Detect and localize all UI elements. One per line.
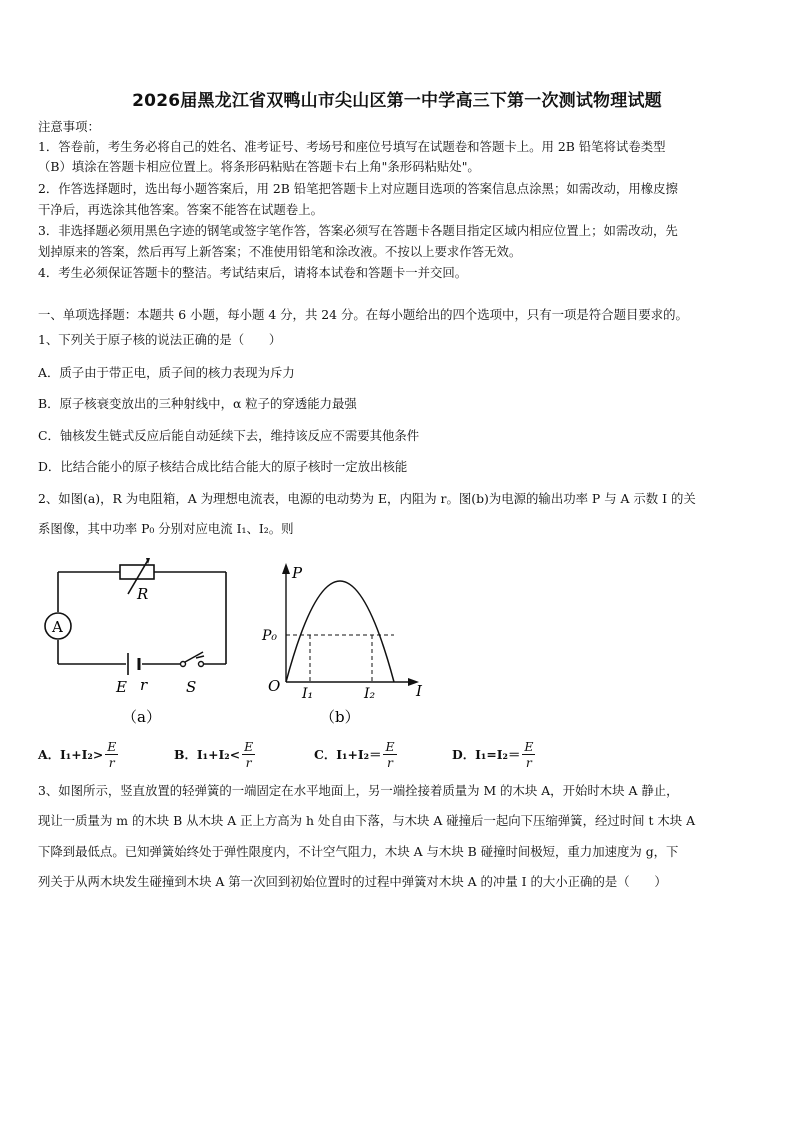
q2-stem-line1: 2、如图(a)，R 为电阻箱，A 为理想电流表，电源的电动势为 E，内阻为 r。图(b)为电源的输出功率 P 与 A 示数 I 的关	[38, 491, 696, 506]
q3-line: 列关于从两木块发生碰撞到木块 A 第一次回到初始位置时的过程中弹簧对木块 A 的冲量 I 的大小正确的是（ ）	[38, 874, 667, 889]
q1-option-b: B．原子核衰变放出的三种射线中，α 粒子的穿透能力最强	[38, 396, 357, 411]
q2-stem-line2: 系图像，其中功率 P₀ 分别对应电流 I₁、I₂。则	[38, 521, 294, 536]
power-curve	[286, 581, 394, 682]
switch-label: S	[186, 678, 197, 696]
x-axis-label: I	[416, 682, 422, 700]
option-label: D．I₁=I₂＝	[452, 747, 521, 762]
q2-options	[38, 734, 760, 774]
internal-resistance-label: r	[140, 676, 148, 694]
switch-symbol	[181, 652, 204, 667]
fraction-denominator: r	[108, 754, 115, 770]
p0-label: P₀	[262, 628, 278, 644]
notice-line: 4．考生必须保证答题卡的整洁。考试结束后，请将本试卷和答题卡一并交回。	[38, 265, 468, 280]
page-title: 2026届黑龙江省双鸭山市尖山区第一中学高三下第一次测试物理试题	[132, 91, 662, 111]
fraction-numerator: E	[244, 738, 254, 754]
notice-line: （B）填涂在答题卡相应位置上。将条形码粘贴在答题卡右上角"条形码粘贴处"。	[38, 159, 480, 174]
option-label: A．I₁+I₂>	[38, 747, 104, 762]
q3-line: 现让一质量为 m 的木块 B 从木块 A 正上方高为 h 处自由下落，与木块 A 碰撞后一起向下压缩弹簧，经过时间 t 木块 A	[38, 813, 696, 828]
notice-line: 3．非选择题必须用黑色字迹的钢笔或签字笔作答，答案必须写在答题卡各题目指定区域内相应位置上；如需改动，先	[38, 223, 678, 238]
notice-line: 1．答卷前，考生务必将自己的姓名、准考证号、考场号和座位号填写在试题卷和答题卡上。用 2B 铅笔将试卷类型	[38, 139, 666, 154]
section-heading: 一、单项选择题：本题共 6 小题，每小题 4 分，共 24 分。在每小题给出的四个选项中，只有一项是符合题目要求的。	[38, 307, 688, 322]
q1-stem: 1、下列关于原子核的说法正确的是（ ）	[38, 332, 282, 347]
fraction	[242, 739, 255, 770]
fraction	[105, 739, 118, 770]
emf-label: E	[116, 678, 127, 696]
notice-heading: 注意事项：	[38, 119, 100, 134]
fraction	[383, 739, 396, 770]
y-axis-arrow-icon	[282, 563, 290, 574]
fraction-numerator: E	[385, 738, 395, 754]
i1-label: I₁	[302, 686, 314, 702]
q2-option-c	[314, 734, 397, 774]
q3-line: 下降到最低点。已知弹簧始终处于弹性限度内，不计空气阻力，木块 A 与木块 B 碰撞时间极短，重力加速度为 g，下	[38, 844, 679, 859]
origin-label: O	[268, 677, 281, 695]
option-label: C．I₁+I₂＝	[314, 747, 382, 762]
resistor-label: R	[137, 585, 149, 603]
fraction-numerator: E	[107, 738, 117, 754]
notice-line: 2．作答选择题时，选出每小题答案后，用 2B 铅笔把答题卡上对应题目选项的答案信息点涂黑；如需改动，用橡皮擦	[38, 181, 678, 196]
y-axis-label: P	[292, 564, 303, 582]
q1-option-c: C．铀核发生链式反应后能自动延续下去，维持该反应不需要其他条件	[38, 428, 420, 443]
q2-option-b	[174, 734, 255, 774]
power-current-graph	[258, 560, 428, 728]
option-label: B．I₁+I₂<	[174, 747, 241, 762]
q1-option-d: D．比结合能小的原子核结合成比结合能大的原子核时一定放出核能	[38, 459, 408, 474]
fraction-denominator: r	[245, 754, 252, 770]
q3-line: 3、如图所示，竖直放置的轻弹簧的一端固定在水平地面上，另一端拴接着质量为 M 的木块 A，开始时木块 A 静止，	[38, 783, 679, 798]
figure-b-caption: （b）	[320, 708, 360, 726]
notice-line: 划掉原来的答案，然后再写上新答案；不准使用铅笔和涂改液。不按以上要求作答无效。	[38, 244, 522, 259]
figure-a-caption: （a）	[122, 708, 161, 726]
q1-option-a: A．质子由于带正电，质子间的核力表现为斥力	[38, 365, 295, 380]
fraction	[522, 739, 535, 770]
i2-label: I₂	[364, 686, 376, 702]
fraction-denominator: r	[387, 754, 393, 770]
ammeter-label: A	[52, 618, 63, 636]
q2-option-d	[452, 734, 535, 774]
q2-option-a	[38, 734, 118, 774]
fraction-denominator: r	[525, 754, 532, 770]
fraction-numerator: E	[524, 738, 534, 754]
notice-line: 干净后，再选涂其他答案。答案不能答在试题卷上。	[38, 202, 323, 217]
battery-symbol	[128, 653, 139, 675]
circuit-diagram	[40, 556, 240, 728]
